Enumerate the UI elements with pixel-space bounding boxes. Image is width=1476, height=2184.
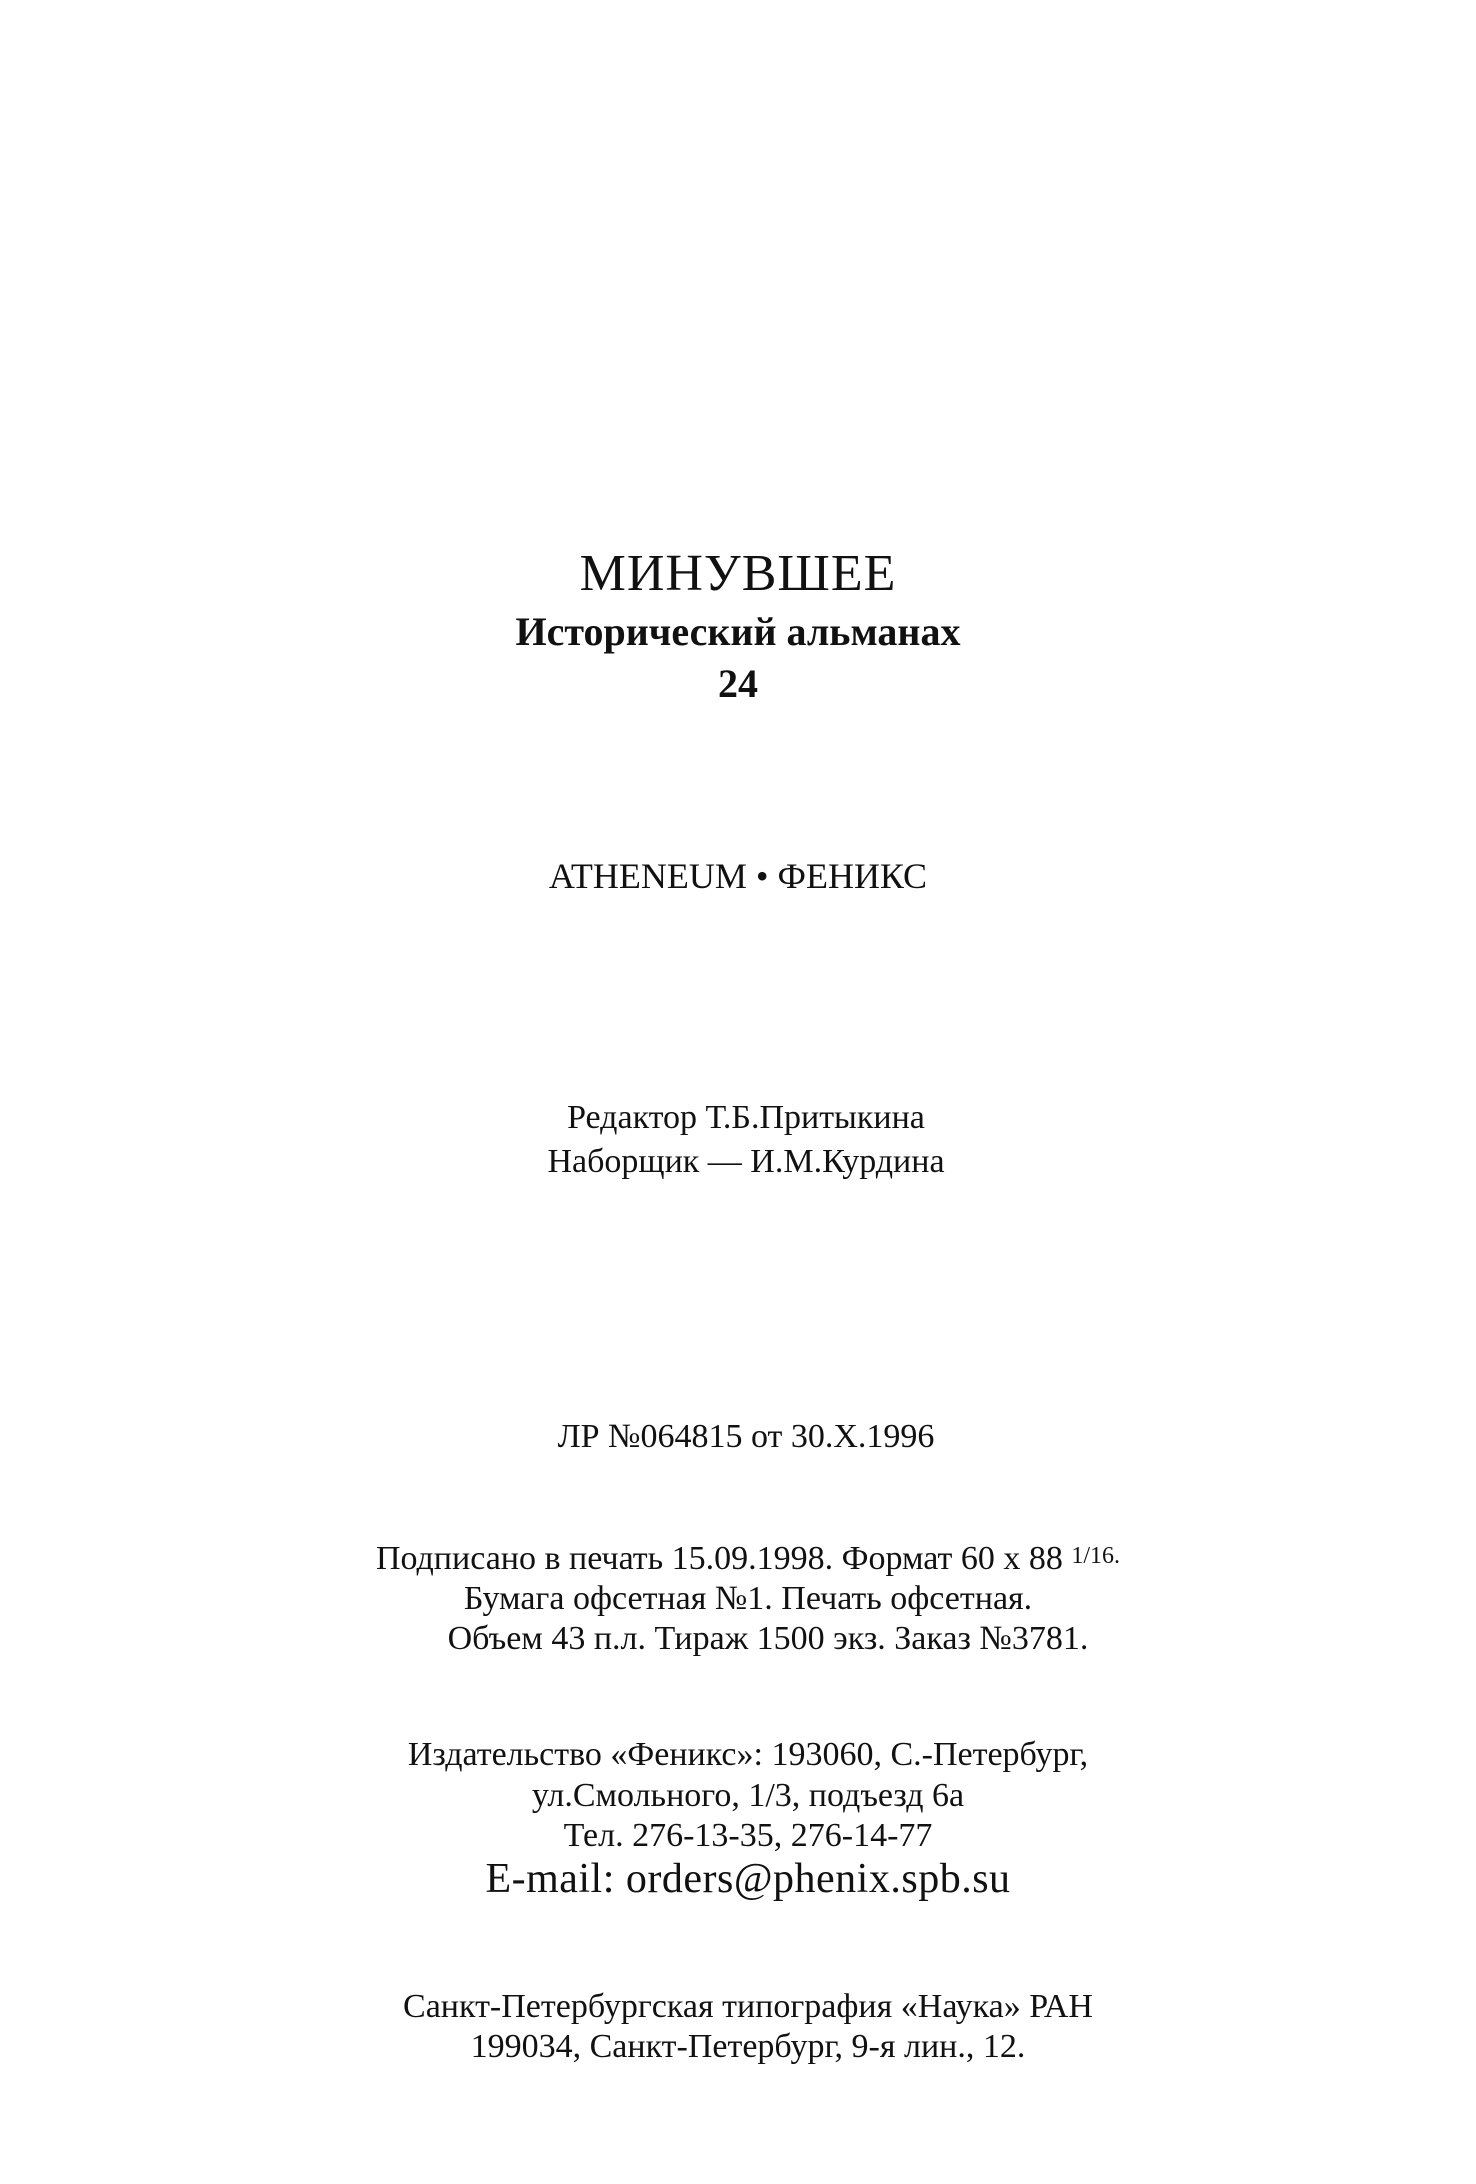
publisher-address-line-1: Издательство «Феникс»: 193060, С.-Петербург, [407, 1736, 1089, 1773]
format-fraction: 1/16. [1071, 1543, 1121, 1569]
print-info-line-2: Бумага офсетная №1. Печать офсетная. [463, 1580, 1033, 1617]
book-title: МИНУВШЕЕ [579, 545, 897, 602]
book-subtitle: Исторический альманах [515, 609, 961, 654]
printer-name: Санкт-Петербургская типография «Наука» РАН [403, 1988, 1093, 2025]
publisher-email: E-mail: orders@phenix.spb.su [485, 1856, 1011, 1902]
publisher-address-line-2: ул.Смольного, 1/3, подъезд 6а [531, 1777, 965, 1814]
volume-number: 24 [718, 661, 758, 706]
print-info-format: Подписано в печать 15.09.1998. Формат 60 х 88 [375, 1540, 1063, 1577]
printer-address: 199034, Санкт-Петербург, 9-я лин., 12. [470, 2028, 1026, 2065]
editor-credit: Редактор Т.Б.Притыкина [567, 1099, 925, 1136]
print-info-line-3: Объем 43 п.л. Тираж 1500 экз. Заказ №3781. [447, 1620, 1089, 1657]
typesetter-credit: Наборщик — И.М.Курдина [547, 1143, 945, 1180]
publisher-phone: Тел. 276-13-35, 276-14-77 [563, 1817, 933, 1854]
print-info-line-1 [10, 1542, 1476, 1576]
publisher-line: ATHENEUM • ФЕНИКС [548, 856, 928, 896]
license-number: ЛР №064815 от 30.X.1996 [557, 1418, 935, 1455]
